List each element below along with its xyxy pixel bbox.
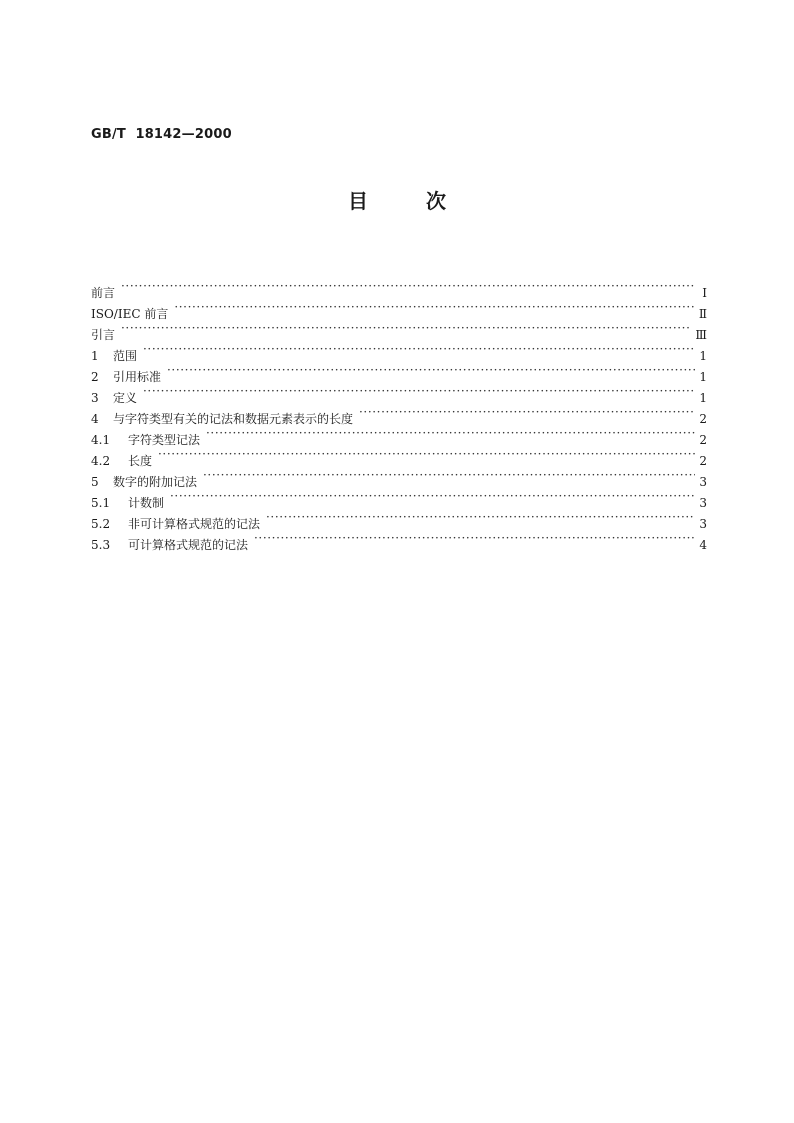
toc-dot-leader	[121, 276, 695, 297]
toc-entry-page: Ⅱ	[698, 307, 707, 321]
toc-entry-number: 5.1	[91, 496, 111, 510]
toc-dot-leader	[121, 318, 691, 339]
toc-entry-page: 2	[699, 412, 707, 426]
toc-dot-leader	[143, 381, 695, 402]
toc-entry-section-5-1[interactable]	[91, 486, 707, 510]
toc-entry-section-2[interactable]	[91, 360, 707, 384]
toc-entry-number: 2	[91, 370, 99, 384]
toc-entry-label: ISO/IEC 前言	[91, 307, 169, 321]
toc-entry-label: 定义	[113, 391, 138, 405]
toc-dot-leader	[174, 297, 695, 318]
toc-entry-number: 5.3	[91, 538, 111, 552]
toc-entry-label: 前言	[91, 286, 116, 300]
toc-entry-section-4[interactable]	[91, 402, 707, 426]
toc-entry-section-5-2[interactable]	[91, 507, 707, 531]
toc-entry-section-5[interactable]	[91, 465, 707, 489]
toc-entry-section-1[interactable]	[91, 339, 707, 363]
toc-entry-label: 非可计算格式规范的记法	[128, 517, 261, 531]
toc-entry-page: 4	[699, 538, 707, 552]
toc-dot-leader	[158, 444, 695, 465]
toc-entry-label: 范围	[113, 349, 138, 363]
page-title	[0, 188, 794, 214]
toc-dot-leader	[206, 423, 695, 444]
toc-entry-label: 字符类型记法	[128, 433, 201, 447]
toc-entry-page: 1	[699, 391, 707, 405]
toc-dot-leader	[359, 402, 695, 423]
toc-entry-label: 数字的附加记法	[113, 475, 198, 489]
toc-dot-leader	[167, 360, 695, 381]
toc-entry-number: 4.1	[91, 433, 111, 447]
toc-entry-page: 3	[699, 496, 707, 510]
toc-dot-leader	[143, 339, 695, 360]
toc-entry-section-4-2[interactable]	[91, 444, 707, 468]
page-title-char-1: 目	[348, 189, 368, 213]
toc-entry-label: 计数制	[128, 496, 165, 510]
toc-entry-page: 2	[699, 454, 707, 468]
toc-entry-number: 4	[91, 412, 99, 426]
toc-dot-leader	[254, 528, 695, 549]
toc-entry-label: 引用标准	[113, 370, 162, 384]
toc-entry-label: 引言	[91, 328, 116, 342]
toc-entry-iso-iec-foreword[interactable]	[91, 297, 707, 321]
toc-entry-page: 2	[699, 433, 707, 447]
toc-entry-label: 与字符类型有关的记法和数据元素表示的长度	[113, 412, 354, 426]
standard-code: GB/T 18142—2000	[91, 127, 232, 142]
toc-entry-section-3[interactable]	[91, 381, 707, 405]
toc-entry-page: 3	[699, 475, 707, 489]
toc-dot-leader	[170, 486, 695, 507]
toc-entry-introduction[interactable]	[91, 318, 707, 342]
toc-entry-page: 1	[699, 349, 707, 363]
toc-entry-number: 4.2	[91, 454, 111, 468]
page-title-char-2: 次	[426, 189, 446, 213]
toc-entry-label: 可计算格式规范的记法	[128, 538, 249, 552]
toc-dot-leader	[266, 507, 695, 528]
toc-entry-page: 1	[699, 370, 707, 384]
toc-entry-page: Ⅲ	[695, 328, 707, 342]
toc-dot-leader	[203, 465, 695, 486]
table-of-contents	[91, 276, 707, 552]
toc-entry-page: 3	[699, 517, 707, 531]
toc-entry-foreword[interactable]	[91, 276, 707, 300]
toc-entry-page: Ⅰ	[702, 286, 707, 300]
toc-entry-number: 5.2	[91, 517, 111, 531]
toc-entry-number: 3	[91, 391, 99, 405]
toc-entry-number: 1	[91, 349, 99, 363]
toc-entry-number: 5	[91, 475, 99, 489]
toc-entry-label: 长度	[128, 454, 153, 468]
